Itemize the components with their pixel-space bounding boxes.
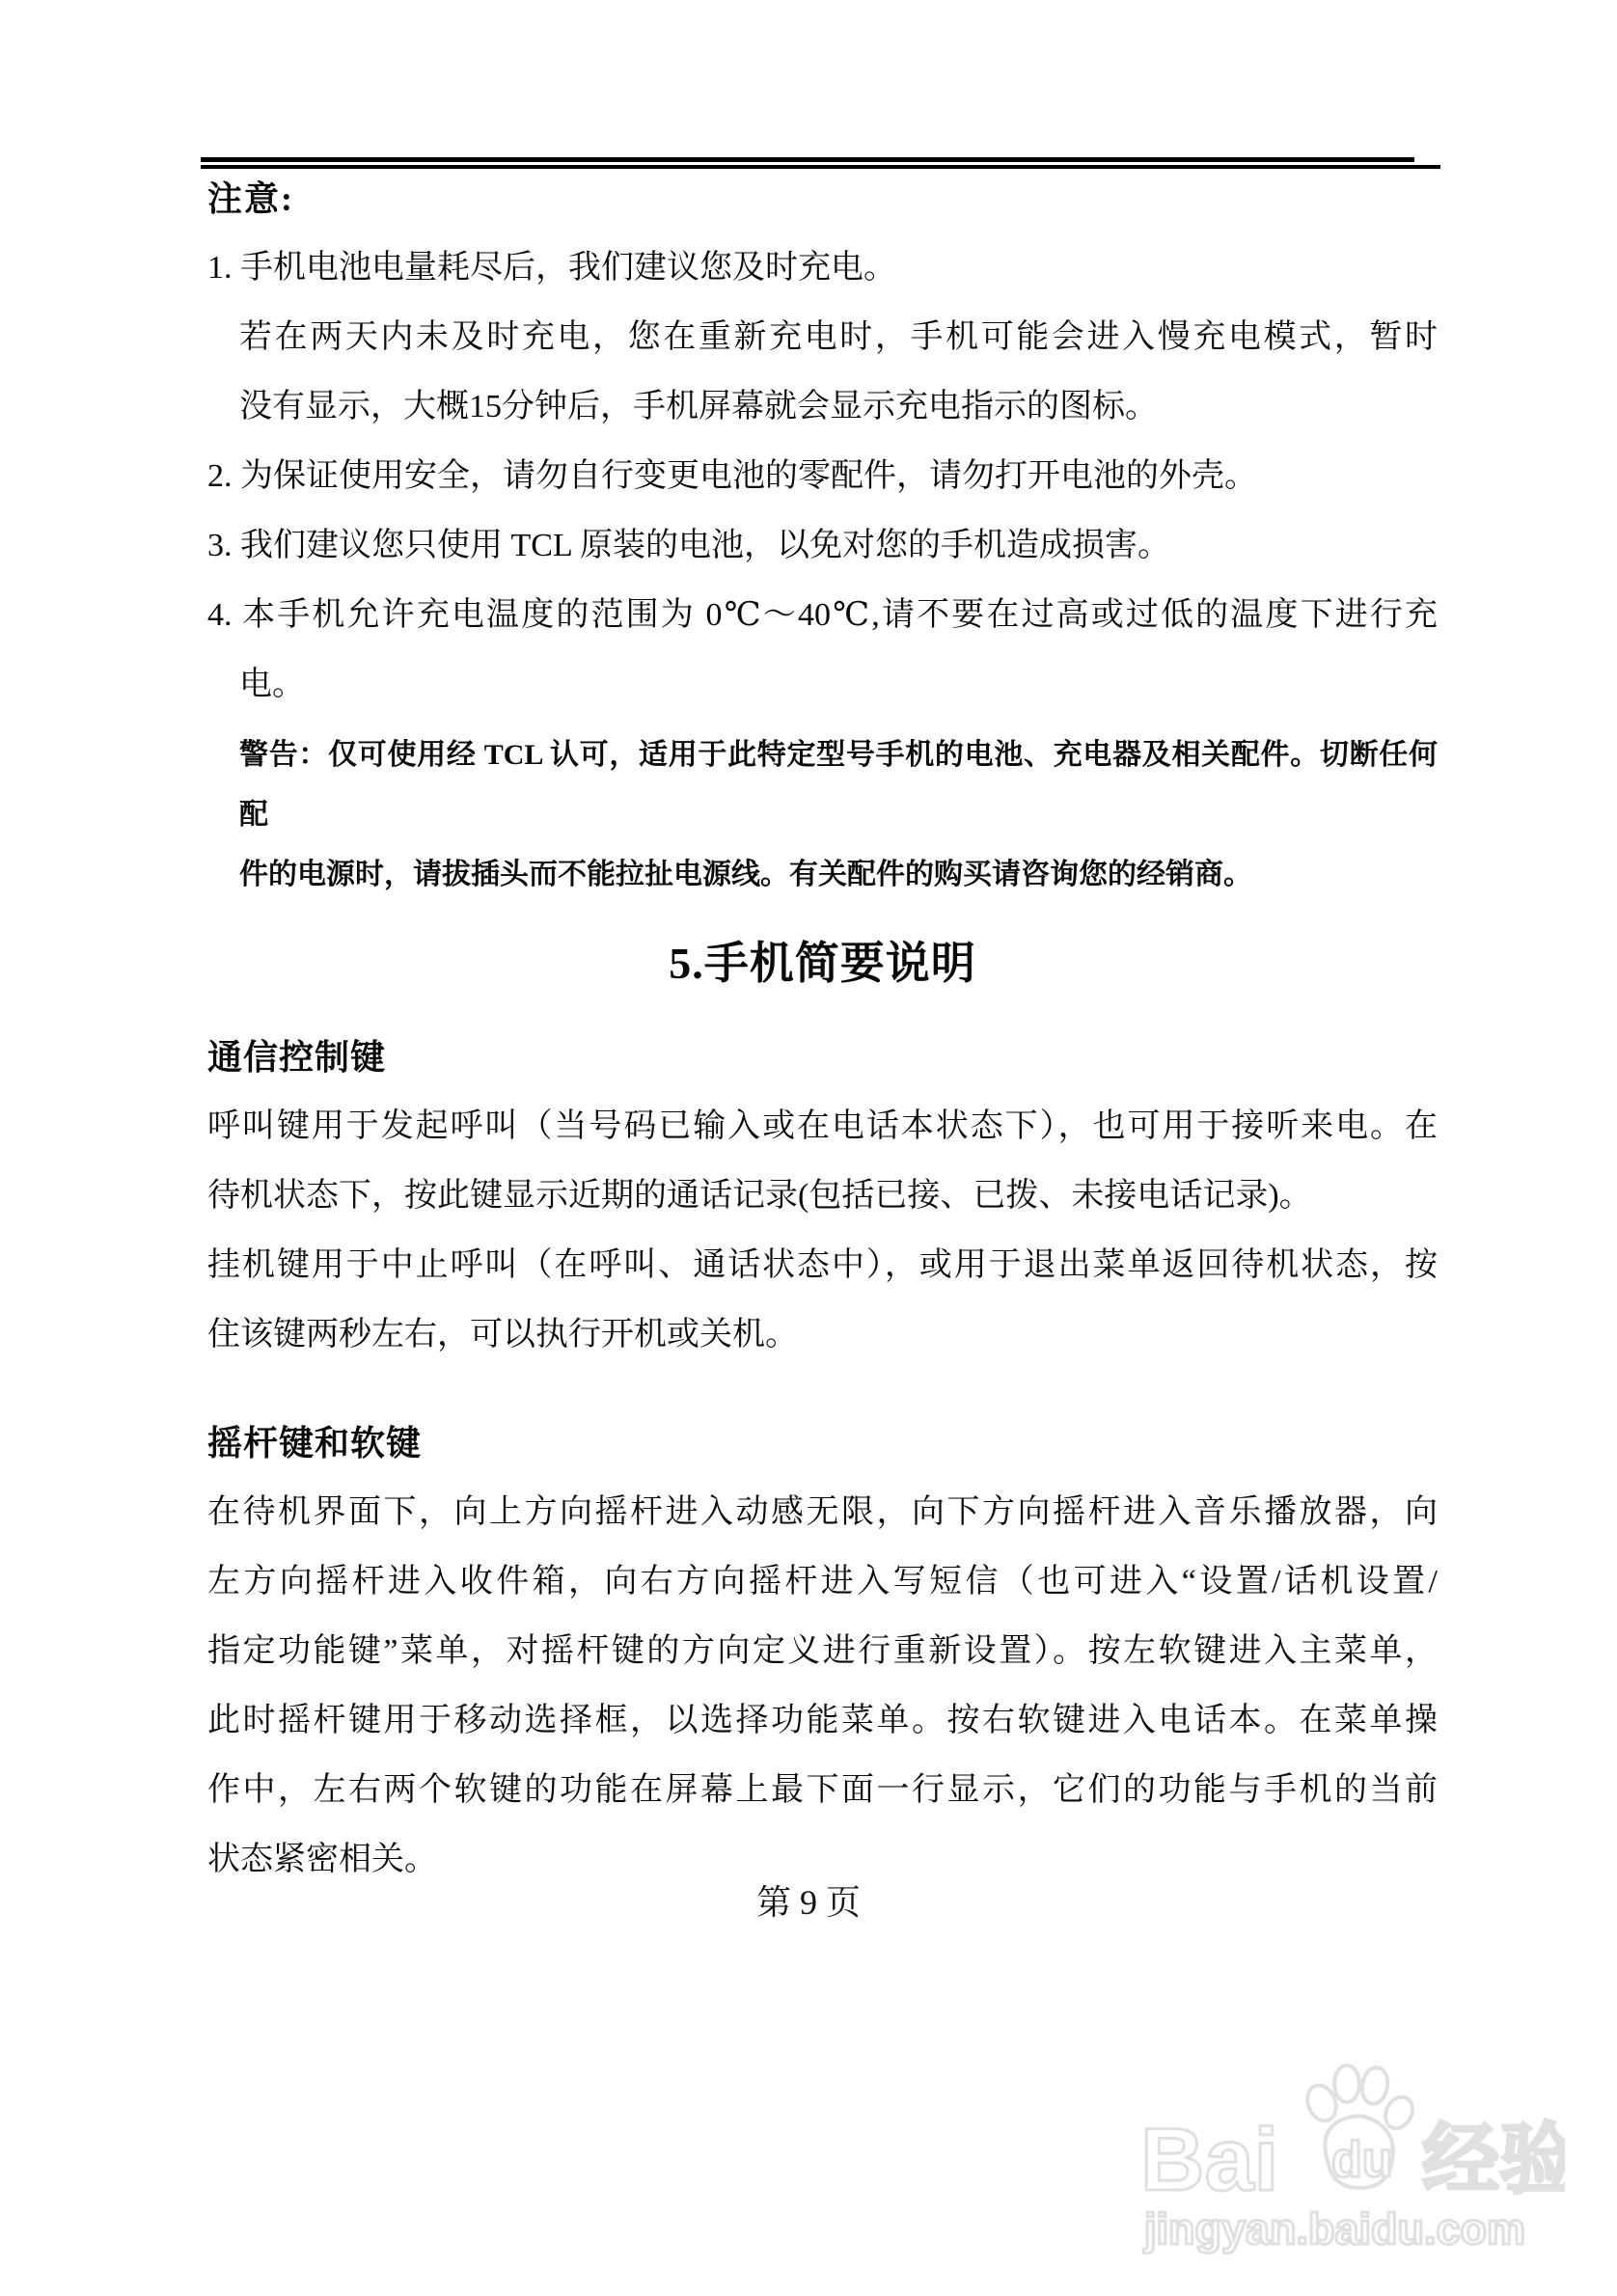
subsection-title: 摇杆键和软键 bbox=[207, 1424, 423, 1462]
note-list bbox=[207, 233, 1438, 720]
text-line: 没有显示，大概15分钟后，手机屏幕就会显示充电指示的图标。 bbox=[239, 389, 1158, 424]
text-line: 警告：仅可使用经 TCL 认可，适用于此特定型号手机的电池、充电器及相关配件。切断任何配 bbox=[239, 739, 1438, 831]
text-line: 2. 为保证使用安全，请勿自行变更电池的零配件，请勿打开电池的外壳。 bbox=[207, 458, 1257, 494]
warning-note bbox=[207, 725, 1438, 905]
note-item-3 bbox=[207, 511, 1438, 581]
text-line: 此时摇杆键用于移动选择框，以选择功能菜单。按右软键进入电话本。在菜单操 bbox=[207, 1703, 1438, 1738]
section-block-joystick-softkeys bbox=[207, 1408, 1438, 1895]
note-item-4 bbox=[207, 581, 1438, 720]
baidu-jingyan-watermark bbox=[1140, 2053, 1565, 2260]
watermark-brand-mid: du bbox=[1331, 2132, 1393, 2188]
text-line: 指定功能键”菜单，对摇杆键的方向定义进行重新设置）。按左软键进入主菜单， bbox=[207, 1633, 1438, 1669]
note-item-1 bbox=[207, 233, 1438, 442]
text-line: 件的电源时，请拔插头而不能拉扯电源线。有关配件的购买请咨询您的经销商。 bbox=[239, 859, 1252, 890]
text-line: 挂机键用于中止呼叫（在呼叫、通话状态中），或用于退出菜单返回待机状态，按 bbox=[207, 1247, 1438, 1283]
paragraph bbox=[207, 1478, 1438, 1895]
watermark-brand-cn: 经验 bbox=[1422, 2117, 1565, 2202]
text-line: 1. 手机电池电量耗尽后，我们建议您及时充电。 bbox=[207, 250, 896, 286]
watermark-brand-left: Bai bbox=[1140, 2111, 1279, 2209]
text-line: 作中，左右两个软键的功能在屏幕上最下面一行显示，它们的功能与手机的当前 bbox=[207, 1772, 1438, 1808]
text-line: 4. 本手机允许充电温度的范围为 0℃～40℃,请不要在过高或过低的温度下进行充 bbox=[207, 597, 1438, 633]
text-line: 电。 bbox=[239, 667, 305, 702]
subsection-title: 通信控制键 bbox=[207, 1038, 387, 1077]
text-line: 若在两天内未及时充电，您在重新充电时，手机可能会进入慢充电模式，暂时 bbox=[239, 319, 1438, 355]
page-number: 第 9 页 bbox=[755, 1883, 861, 1922]
text-line: 待机状态下，按此键显示近期的通话记录(包括已接、已拨、未接电话记录)。 bbox=[207, 1178, 1312, 1214]
text-line: 左方向摇杆进入收件箱，向右方向摇杆进入写短信（也可进入“设置/话机设置/ bbox=[207, 1564, 1438, 1599]
watermark-graphic bbox=[1140, 2053, 1565, 2255]
text-line: 呼叫键用于发起呼叫（当号码已输入或在电话本状态下），也可用于接听来电。在 bbox=[207, 1108, 1438, 1144]
note-heading: 注意: bbox=[207, 179, 294, 218]
note-item-2 bbox=[207, 442, 1438, 511]
section-block-communication-keys bbox=[207, 1023, 1438, 1370]
watermark-url: jingyan.baidu.com bbox=[1144, 2204, 1526, 2254]
text-line: 3. 我们建议您只使用 TCL 原装的电池，以免对您的手机造成损害。 bbox=[207, 528, 1170, 563]
text-line: 状态紧密相关。 bbox=[207, 1842, 437, 1877]
text-line: 在待机界面下，向上方向摇杆进入动感无限，向下方向摇杆进入音乐播放器，向 bbox=[207, 1494, 1438, 1530]
text-line: 住该键两秒左右，可以执行开机或关机。 bbox=[207, 1317, 798, 1353]
section-heading: 5.手机简要说明 bbox=[669, 939, 976, 988]
paragraph bbox=[207, 1092, 1438, 1370]
